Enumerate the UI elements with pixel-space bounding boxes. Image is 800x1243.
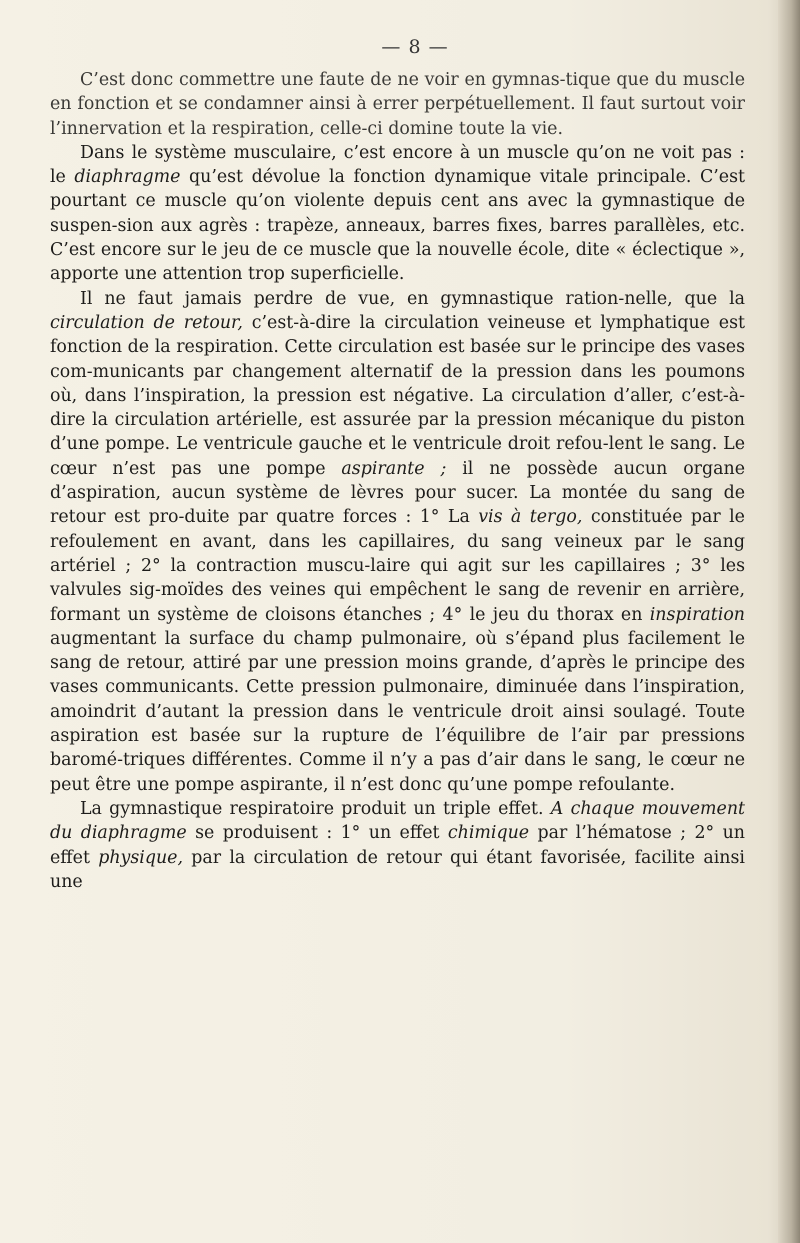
text-run: par la circulation de retour qui étant favorisée, facilite ainsi une <box>50 847 745 892</box>
paragraph-1 <box>50 68 745 141</box>
italic-text-run: inspiration <box>649 604 745 625</box>
text-run: se produisent : 1° un effet <box>186 823 448 844</box>
paragraph-3 <box>50 287 745 797</box>
text-run: Dans le système musculaire, c’est encore à un muscle qu’on ne voit pas : le <box>50 142 745 188</box>
text-run: La gymnastique respiratoire produit un triple effet. <box>80 798 551 819</box>
text-run: augmentant la surface du champ pulmonaire, où s’épand plus facilement le sang de retour, attiré par une pression moins grande, d’après le principe des vases communicants. Cette pression pulmonaire, diminuée dans l’inspiration, amoindrit d’autant la pression dans le ventricule droit ainsi soulagé. Toute aspiration est basée sur la rupture de l’équilibre de l’air par pressions baromé-triques différentes. Comme il n’y a pas d’air dans le sang, le cœur ne peut être une pompe aspirante, il n’est donc qu’une pompe refoulante. <box>50 628 745 795</box>
text-run: c’est-à-dire la circulation veineuse et lymphatique est fonction de la respiration. Cette circulation est basée sur le principe des vases com-municants par changement alternatif de la pression dans les poumons où, dans l’inspiration, la pression est négative. La circulation d’aller, c’est-à-dire la circulation artérielle, est assurée par la pression mécanique du piston d’une pompe. Le ventricule gauche et le ventricule droit refou-lent le sang. Le cœur n’est pas une pompe <box>50 312 745 479</box>
italic-text-run: vis à tergo, <box>478 507 583 528</box>
paragraph-2 <box>50 141 745 287</box>
italic-text-run: chimique <box>447 823 530 844</box>
text-run: constituée par le refoulement en avant, dans les capillaires, du sang veineux par le sang artériel ; 2° la contraction muscu-laire qui agit sur les capillaires ; 3° les valvules sig-moïdes des veines qui empêchent le sang de revenir en arrière, formant un système de cloisons étanches ; 4° le jeu du thorax en <box>50 507 745 625</box>
italic-text-run: diaphragme <box>74 167 181 188</box>
page-edge-shadow <box>778 0 800 1243</box>
page-number: — 8 — <box>381 36 449 58</box>
italic-text-run: aspirante ; <box>341 458 447 479</box>
body-text <box>50 68 745 894</box>
text-run: qu’est dévolue la fonction dynamique vitale principale. C’est pourtant ce muscle qu’on violente depuis cent ans avec la gymnastique de suspen-sion aux agrès : trapèze, anneaux, barres fixes, barres parallèles, etc. C’est encore sur le jeu de ce muscle que la nouvelle école, dite « éclectique », apporte une attention trop superficielle. <box>50 167 745 285</box>
italic-text-run: physique, <box>98 847 183 868</box>
text-run: C’est donc commettre une faute de ne voir en gymnas-tique que du muscle en fonction et se condamner ainsi à errer perpétuellement. Il faut surtout voir l’innervation et la respiration, celle-ci domine toute la vie. <box>50 70 745 139</box>
paragraph-4 <box>50 797 745 894</box>
text-run: par l’hématose ; 2° un effet <box>50 823 746 868</box>
italic-text-run: A chaque mouvement du diaphragme <box>50 798 746 844</box>
italic-text-run: circulation de retour, <box>50 312 243 333</box>
text-run: Il ne faut jamais perdre de vue, en gymnastique ration-nelle, que la <box>80 288 745 309</box>
text-run: il ne possède aucun organe d’aspiration, aucun système de lèvres pour sucer. La montée du sang de retour est pro-duite par quatre forces : 1° La <box>50 458 745 528</box>
